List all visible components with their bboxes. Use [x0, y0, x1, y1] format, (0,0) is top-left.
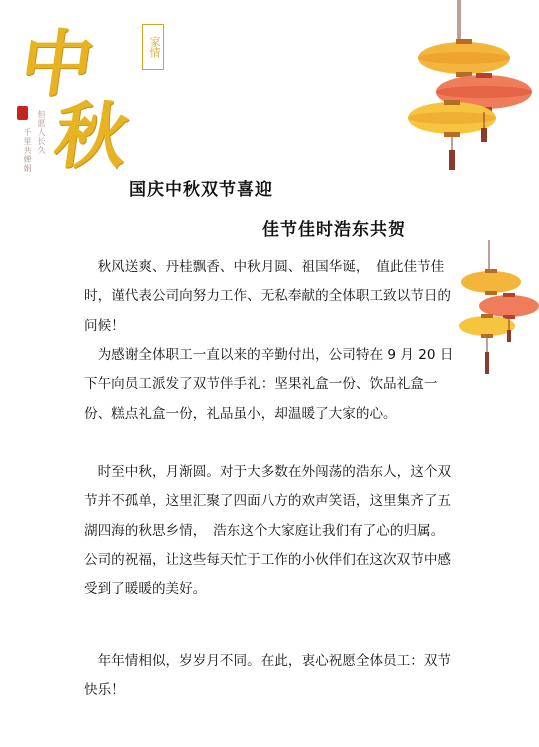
headline-line-2: 佳节佳时浩东共贺: [262, 220, 406, 240]
red-seal-icon: [17, 106, 28, 120]
paragraph-mid-autumn: 时至中秋，月渐圆。对于大多数在外闯荡的浩东人，这个双节并不孤单，这里汇聚了四面八方的欢声笑语，这里集齐了五湖四海的秋思乡情， 浩东这个大家庭让我们有了心的归属。公司的祝福，让这些每天忙于工作的小伙伴们在这次双节中感受到了暖暖的美好。: [84, 464, 452, 598]
lantern-cluster-side: [453, 240, 539, 380]
lantern-icon: [418, 39, 510, 77]
lantern-icon: [461, 269, 521, 295]
headline-line-1: 国庆中秋双节喜迎: [129, 180, 273, 200]
logo-poem-line-2: 千里共婵娟: [23, 128, 32, 173]
logo-char-qiu: 秋: [49, 93, 134, 178]
mid-autumn-logo: [8, 6, 188, 181]
lantern-cluster-top: [398, 0, 539, 175]
paragraph-closing: 年年情相似，岁岁月不同。在此，衷心祝愿全体员工：双节快乐！: [84, 653, 452, 699]
paragraph-gifts: 为感谢全体职工一直以来的辛勤付出，公司特在 9 月 20 日下午向员工派发了双节伴手礼：坚果礼盒一份、饮品礼盒一份、糕点礼盒一份，礼品虽小，却温暖了大家的心。: [84, 347, 454, 422]
logo-poem-line-1: 但愿人长久: [37, 110, 46, 155]
paragraph-greeting: 秋风送爽、丹桂飘香、中秋月圆、祖国华诞， 值此佳节佳时，谨代表公司向努力工作、无私奉献的全体职工致以节日的问候！: [84, 259, 452, 334]
logo-char-zhong: 中: [15, 21, 100, 106]
logo-seal: 家情: [142, 24, 164, 70]
